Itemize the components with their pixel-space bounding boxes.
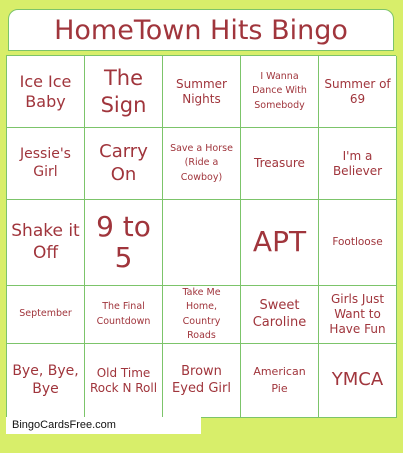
bingo-cell-n5[interactable]: Brown Eyed Girl [163, 344, 241, 418]
bingo-cell-o4[interactable]: Girls Just Want to Have Fun [319, 286, 397, 344]
bingo-cell-b1[interactable]: Ice Ice Baby [7, 56, 85, 128]
bingo-cell-g1[interactable]: I Wanna Dance With Somebody [241, 56, 319, 128]
site-credit: BingoCardsFree.com [6, 417, 201, 434]
bingo-cell-i1[interactable]: The Sign [85, 56, 163, 128]
bingo-cell-g4[interactable]: Sweet Caroline [241, 286, 319, 344]
bingo-cell-o1[interactable]: Summer of 69 [319, 56, 397, 128]
bingo-cell-b2[interactable]: Jessie's Girl [7, 128, 85, 200]
bingo-cell-i2[interactable]: Carry On [85, 128, 163, 200]
bingo-cell-b4[interactable]: September [7, 286, 85, 344]
bingo-cell-g2[interactable]: Treasure [241, 128, 319, 200]
bingo-cell-o3[interactable]: Footloose [319, 200, 397, 286]
card-title-box [8, 9, 394, 51]
bingo-cell-n1[interactable]: Summer Nights [163, 56, 241, 128]
card-title: HomeTown Hits Bingo [54, 14, 348, 46]
bingo-cell-i4[interactable]: The Final Countdown [85, 286, 163, 344]
bingo-cell-free-space[interactable] [163, 200, 241, 286]
bingo-cell-b3[interactable]: Shake it Off [7, 200, 85, 286]
bingo-cell-g3[interactable]: APT [241, 200, 319, 286]
bingo-cell-i3[interactable]: 9 to 5 [85, 200, 163, 286]
bingo-cell-n2[interactable]: Save a Horse (Ride a Cowboy) [163, 128, 241, 200]
bingo-cell-g5[interactable]: American Pie [241, 344, 319, 418]
bingo-board [6, 55, 396, 417]
bingo-cell-b5[interactable]: Bye, Bye, Bye [7, 344, 85, 418]
bingo-cell-i5[interactable]: Old Time Rock N Roll [85, 344, 163, 418]
bingo-cell-o5[interactable]: YMCA [319, 344, 397, 418]
bingo-cell-o2[interactable]: I'm a Believer [319, 128, 397, 200]
bingo-cell-n4[interactable]: Take Me Home, Country Roads [163, 286, 241, 344]
